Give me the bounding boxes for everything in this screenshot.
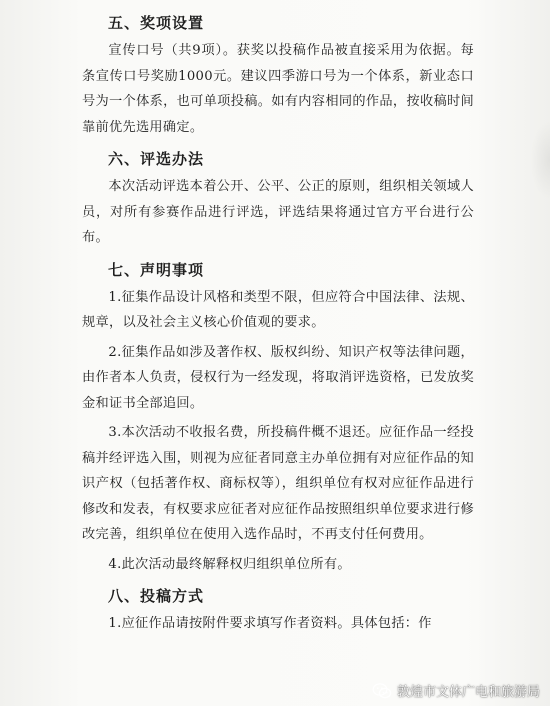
watermark-text: 敦煌市文体广电和旅游局: [396, 685, 540, 700]
statement-item-1: 1.征集作品设计风格和类型不限，但应符合中国法律、法规、规章，以及社会主义核心价值观的要求。: [82, 289, 474, 330]
statement-item-3: 3.本次活动不收报名费，所投稿件概不退还。应征作品一经投稿并经评选入围，则视为应征者同意主办单位拥有对应征作品的知识产权（包括著作权、商标权等），组织单位有权对应征作品进行修改和发表，有权要求应征者对应征作品按照组织单位要求进行修改完善，组织单位在使用入选作品时，不再支付任何费用。: [82, 425, 474, 542]
awards-paragraph: 宣传口号（共9项）。获奖以投稿作品被直接采用为依据。每条宣传口号奖励1000元。建议四季游口号为一个体系，新业态口号为一个体系，也可单项投稿。如有内容相同的作品，按收稿时间靠前优先选用确定。: [82, 43, 474, 135]
statement-item-4: 4.此次活动最终解释权归组织单位所有。: [108, 556, 351, 572]
document-content: [82, 8, 474, 641]
section-heading-awards: 五、奖项设置: [108, 14, 205, 32]
section-heading-statement: 七、声明事项: [108, 260, 205, 279]
section-heading-evaluation: 六、评选办法: [108, 150, 205, 168]
statement-item-2: 2.征集作品如涉及著作权、版权纠纷、知识产权等法律问题，由作者本人负责，侵权行为一经发现，将取消评选资格，已发放奖金和证书全部追回。: [82, 344, 474, 411]
wechat-icon: [372, 682, 392, 700]
account-watermark: [372, 681, 540, 700]
evaluation-paragraph: 本次活动评选本着公开、公平、公正的原则，组织相关领域人员，对所有参赛作品进行评选，评选结果将通过官方平台进行公布。: [82, 179, 474, 245]
submission-paragraph: 1.应征作品请按附件要求填写作者资料。具体包括：作: [108, 616, 432, 631]
page-edge-shadow: [530, 120, 550, 200]
section-heading-submission: 八、投稿方式: [108, 587, 205, 605]
